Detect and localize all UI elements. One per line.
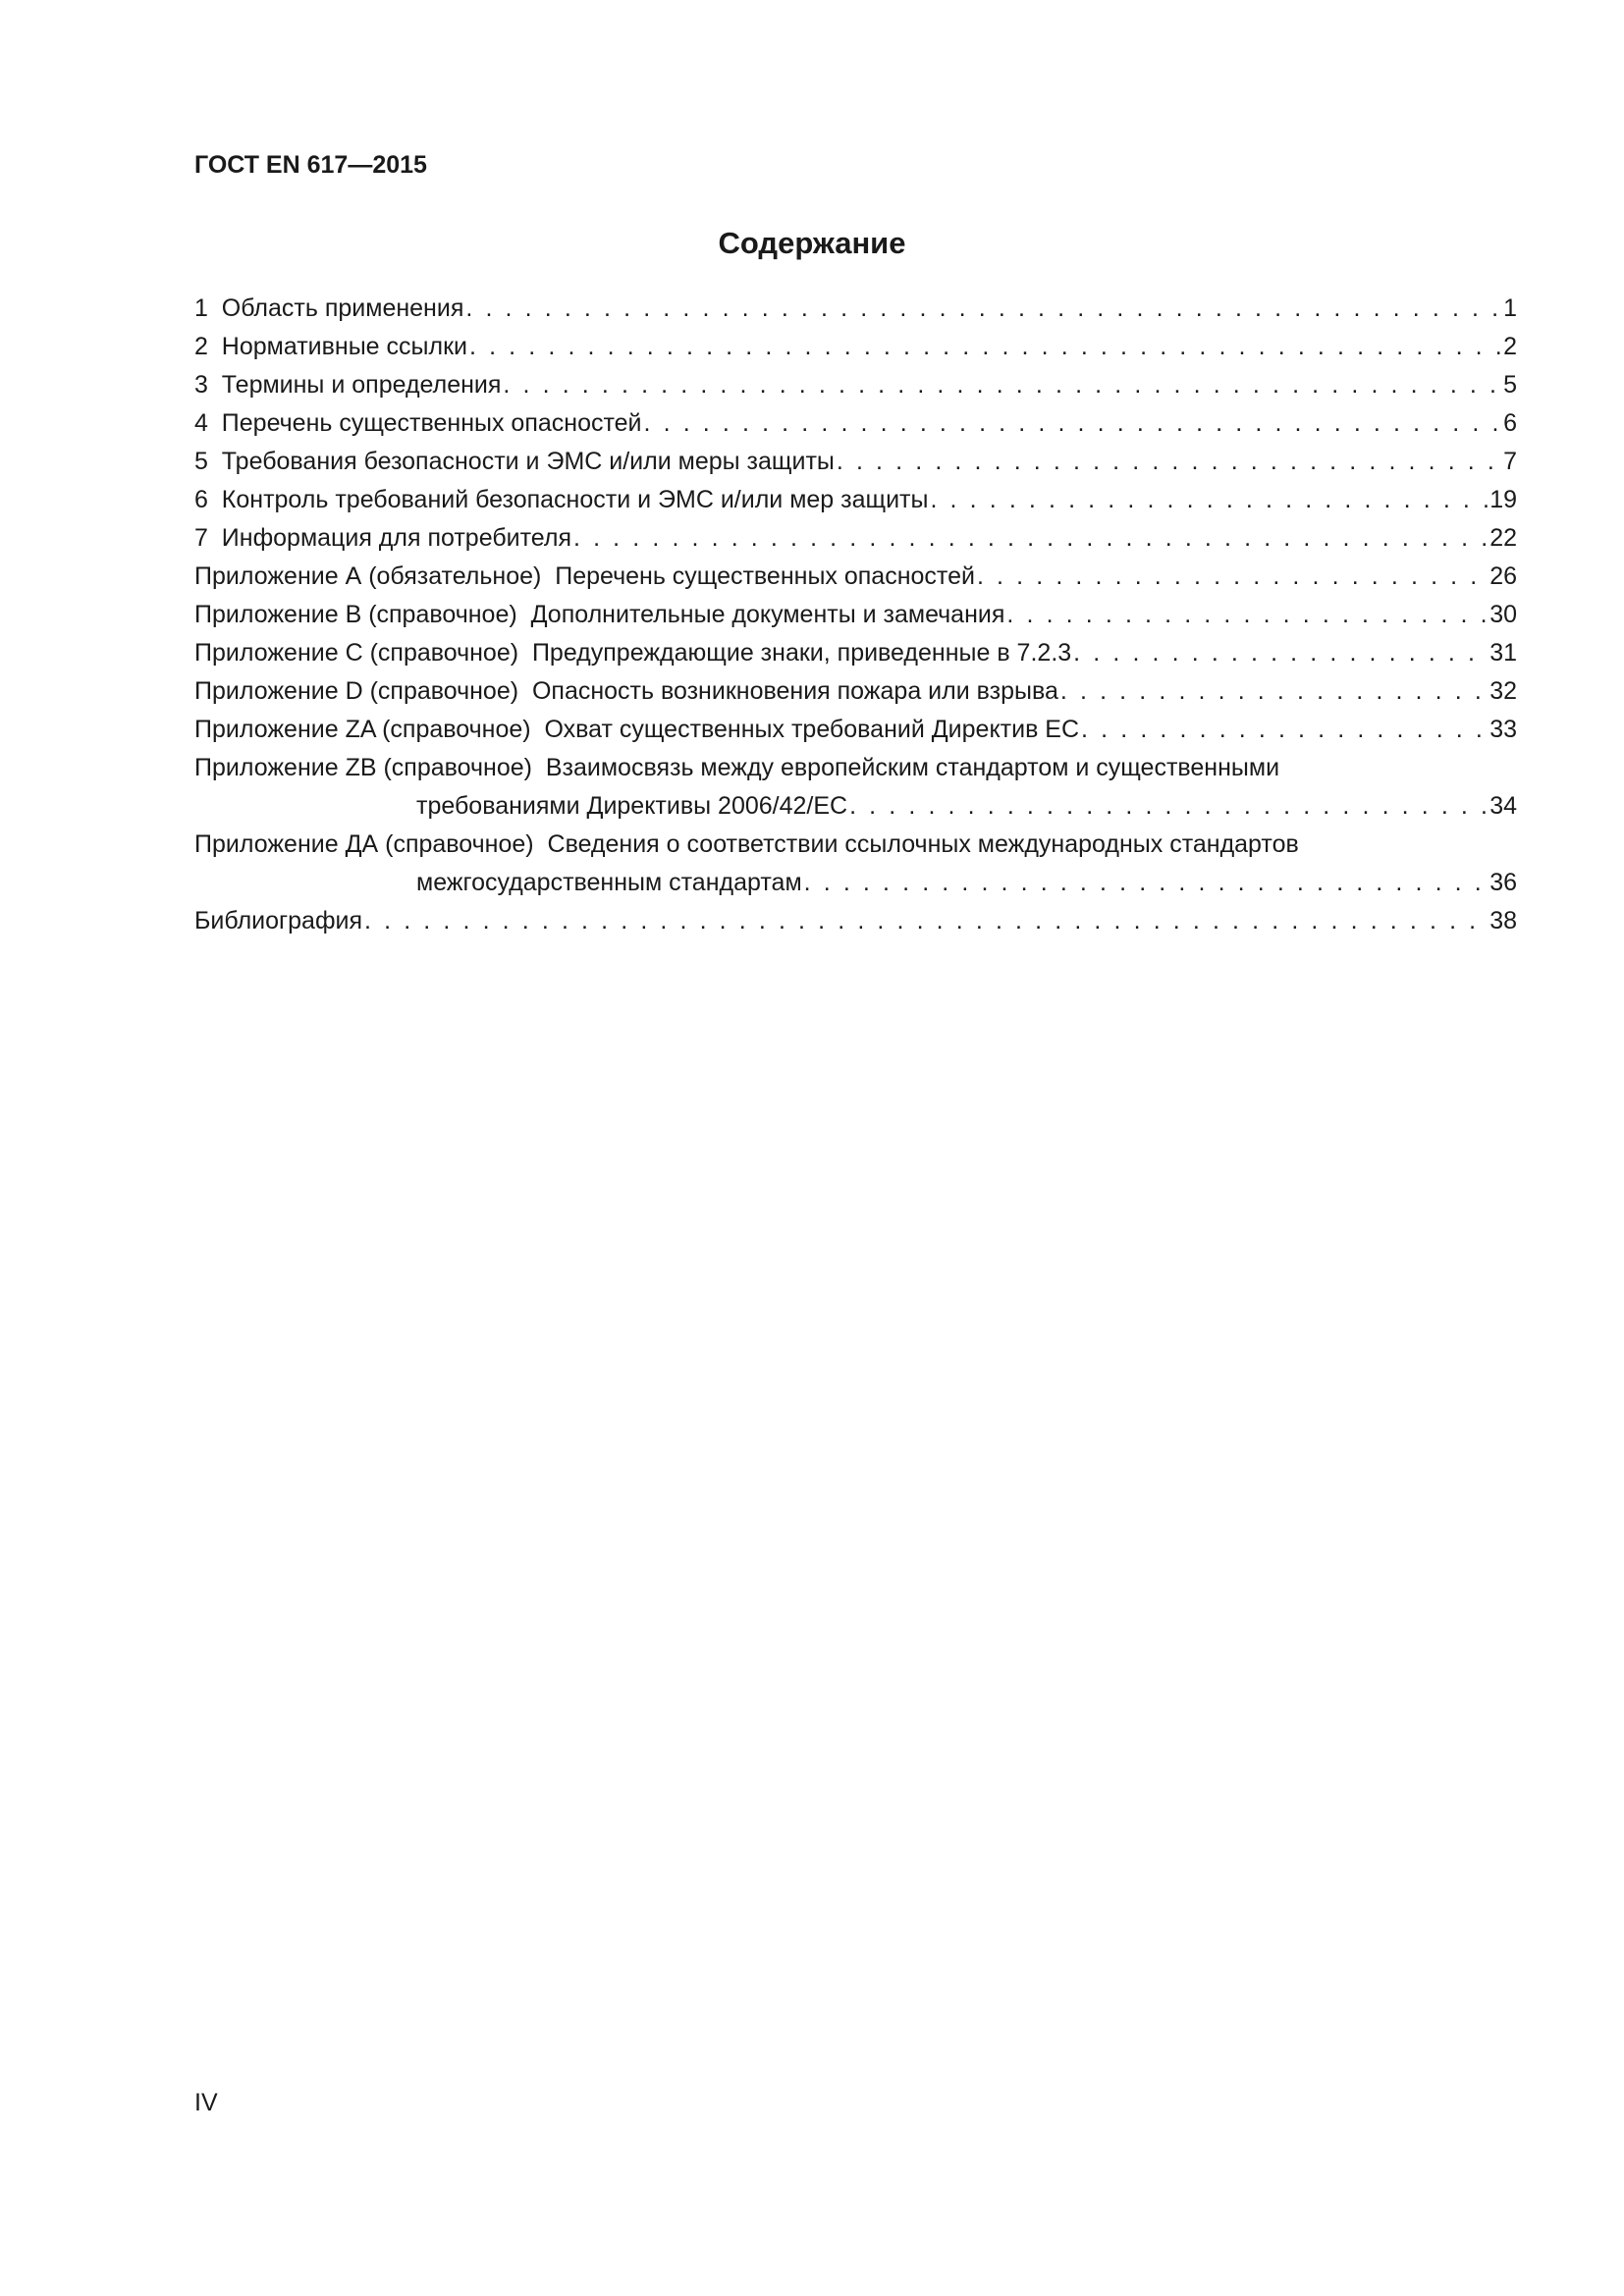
toc-entry-text: 6 Контроль требований безопасности и ЭМС и/или мер защиты <box>194 486 929 513</box>
toc-page-number: 19 <box>1489 486 1517 513</box>
toc-page-number: 32 <box>1489 677 1517 705</box>
toc-leader-dots <box>837 443 1501 481</box>
toc-leader-dots <box>465 290 1501 328</box>
toc-entry-text: 7 Информация для потребителя <box>194 524 571 552</box>
toc-page-number: 6 <box>1503 409 1517 437</box>
page-number: IV <box>194 2089 218 2116</box>
table-of-contents <box>194 290 1517 940</box>
toc-entry-annex-zb[interactable] <box>194 749 1517 787</box>
toc-page-number: 22 <box>1489 524 1517 552</box>
toc-entry-text: Приложение ZA (справочное) Охват существенных требований Директив ЕС <box>194 716 1080 743</box>
toc-page-number: 7 <box>1503 448 1517 475</box>
toc-leader-dots <box>469 328 1501 366</box>
toc-entry-terms[interactable] <box>194 366 1517 404</box>
toc-title: Содержание <box>718 226 906 260</box>
toc-leader-dots <box>1081 711 1488 749</box>
toc-page-number: 5 <box>1503 371 1517 399</box>
toc-entry-text: 4 Перечень существенных опасностей <box>194 409 642 437</box>
toc-entry-annex-da-continuation[interactable] <box>194 864 1517 902</box>
toc-entry-continuation-text: требованиями Директивы 2006/42/ЕС <box>416 792 848 820</box>
toc-leader-dots <box>977 558 1488 596</box>
toc-entry-safety-requirements[interactable] <box>194 443 1517 481</box>
toc-page-number: 2 <box>1503 333 1517 360</box>
toc-entry-annex-zb-continuation[interactable] <box>194 787 1517 826</box>
toc-entry-text: 5 Требования безопасности и ЭМС и/или меры защиты <box>194 448 835 475</box>
toc-entry-verification[interactable] <box>194 481 1517 519</box>
toc-page-number: 33 <box>1489 716 1517 743</box>
toc-entry-user-information[interactable] <box>194 519 1517 558</box>
toc-entry-normative-references[interactable] <box>194 328 1517 366</box>
toc-entry-annex-c[interactable] <box>194 634 1517 672</box>
toc-entry-scope[interactable] <box>194 290 1517 328</box>
toc-entry-text: 1 Область применения <box>194 294 464 322</box>
toc-page-number: 31 <box>1489 639 1517 667</box>
toc-page-number: 38 <box>1489 907 1517 934</box>
toc-page-number: 34 <box>1489 792 1517 820</box>
toc-page-number: 30 <box>1489 601 1517 628</box>
toc-entry-text: Приложение С (справочное) Предупреждающие знаки, приведенные в 7.2.3 <box>194 639 1072 667</box>
toc-entry-annex-b[interactable] <box>194 596 1517 634</box>
toc-entry-text: Приложение D (справочное) Опасность возникновения пожара или взрыва <box>194 677 1058 705</box>
toc-entry-hazards-list[interactable] <box>194 404 1517 443</box>
toc-entry-continuation-text: межгосударственным стандартам <box>416 869 802 896</box>
toc-entry-text: Приложение В (справочное) Дополнительные документы и замечания <box>194 601 1005 628</box>
toc-entry-text: 3 Термины и определения <box>194 371 502 399</box>
toc-leader-dots <box>1006 596 1488 634</box>
toc-page-number: 1 <box>1503 294 1517 322</box>
toc-page-number: 36 <box>1489 869 1517 896</box>
toc-leader-dots <box>1073 634 1488 672</box>
toc-entry-bibliography[interactable] <box>194 902 1517 940</box>
toc-leader-dots <box>573 519 1488 558</box>
toc-entry-annex-da[interactable] <box>194 826 1517 864</box>
toc-leader-dots <box>849 787 1488 826</box>
toc-entry-text: Приложение ДА (справочное) Сведения о соответствии ссылочных международных стандартов <box>194 830 1299 858</box>
toc-page-number: 26 <box>1489 562 1517 590</box>
toc-leader-dots <box>1060 672 1488 711</box>
toc-leader-dots <box>930 481 1488 519</box>
toc-entry-text: 2 Нормативные ссылки <box>194 333 467 360</box>
toc-leader-dots <box>644 404 1502 443</box>
toc-leader-dots <box>503 366 1501 404</box>
toc-leader-dots <box>364 902 1488 940</box>
toc-entry-text: Приложение ZB (справочное) Взаимосвязь между европейским стандартом и существенными <box>194 754 1280 781</box>
toc-entry-text: Приложение А (обязательное) Перечень существенных опасностей <box>194 562 975 590</box>
toc-entry-text: Библиография <box>194 907 363 934</box>
document-header: ГОСТ EN 617—2015 <box>194 151 427 179</box>
toc-entry-annex-a[interactable] <box>194 558 1517 596</box>
toc-entry-annex-d[interactable] <box>194 672 1517 711</box>
toc-leader-dots <box>804 864 1489 902</box>
toc-entry-annex-za[interactable] <box>194 711 1517 749</box>
